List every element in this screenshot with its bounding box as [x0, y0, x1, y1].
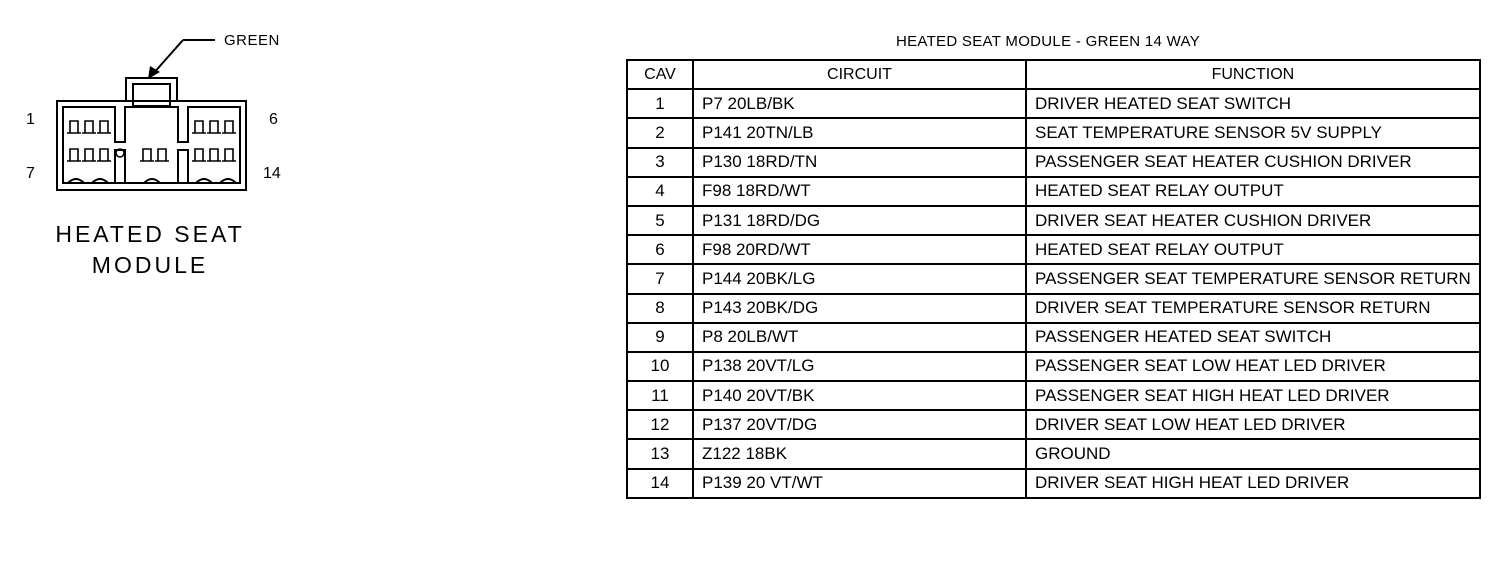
cell-function: PASSENGER SEAT LOW HEAT LED DRIVER: [1026, 352, 1480, 381]
cell-cav: 2: [627, 118, 693, 147]
pin-label-6: 6: [269, 111, 278, 128]
header-function: FUNCTION: [1026, 60, 1480, 89]
connector-name-line1: HEATED SEAT: [55, 221, 245, 247]
cell-circuit: P139 20 VT/WT: [693, 469, 1026, 498]
cell-circuit: P130 18RD/TN: [693, 148, 1026, 177]
cell-function: PASSENGER HEATED SEAT SWITCH: [1026, 323, 1480, 352]
cell-circuit: P131 18RD/DG: [693, 206, 1026, 235]
cell-function: DRIVER SEAT HEATER CUSHION DRIVER: [1026, 206, 1480, 235]
cell-function: PASSENGER SEAT HIGH HEAT LED DRIVER: [1026, 381, 1480, 410]
cell-circuit: P140 20VT/BK: [693, 381, 1026, 410]
cell-circuit: P141 20TN/LB: [693, 118, 1026, 147]
cell-function: DRIVER SEAT TEMPERATURE SENSOR RETURN: [1026, 294, 1480, 323]
cell-function: PASSENGER SEAT TEMPERATURE SENSOR RETURN: [1026, 264, 1480, 293]
connector-body: [57, 78, 246, 190]
cell-circuit: P8 20LB/WT: [693, 323, 1026, 352]
table-row: [627, 264, 1480, 293]
connector-name-line2: MODULE: [91, 252, 209, 278]
cell-circuit: F98 18RD/WT: [693, 177, 1026, 206]
table-row: [627, 381, 1480, 410]
cell-function: HEATED SEAT RELAY OUTPUT: [1026, 177, 1480, 206]
cell-cav: 4: [627, 177, 693, 206]
cell-cav: 13: [627, 439, 693, 468]
header-cav: CAV: [627, 60, 693, 89]
cell-function: PASSENGER SEAT HEATER CUSHION DRIVER: [1026, 148, 1480, 177]
cell-function: HEATED SEAT RELAY OUTPUT: [1026, 235, 1480, 264]
pin-label-1: 1: [26, 111, 35, 128]
header-circuit: CIRCUIT: [693, 60, 1026, 89]
cell-cav: 11: [627, 381, 693, 410]
connector-cavities: [67, 121, 236, 161]
table-row: [627, 235, 1480, 264]
connector-name: [30, 219, 270, 281]
table-row: [627, 177, 1480, 206]
cell-function: DRIVER SEAT LOW HEAT LED DRIVER: [1026, 410, 1480, 439]
table-row: [627, 148, 1480, 177]
cell-circuit: Z122 18BK: [693, 439, 1026, 468]
cell-function: SEAT TEMPERATURE SENSOR 5V SUPPLY: [1026, 118, 1480, 147]
cell-circuit: P138 20VT/LG: [693, 352, 1026, 381]
pin-label-14: 14: [263, 165, 281, 182]
color-callout-label: GREEN: [224, 32, 280, 49]
table-header-row: [627, 60, 1480, 89]
table-row: [627, 410, 1480, 439]
cell-cav: 1: [627, 89, 693, 118]
cell-circuit: P137 20VT/DG: [693, 410, 1026, 439]
table-body: [627, 89, 1480, 498]
cell-cav: 8: [627, 294, 693, 323]
cell-cav: 9: [627, 323, 693, 352]
table-row: [627, 294, 1480, 323]
table-row: [627, 118, 1480, 147]
pinout-table: [626, 59, 1481, 499]
table-row: [627, 439, 1480, 468]
table-title: HEATED SEAT MODULE - GREEN 14 WAY: [895, 33, 1201, 50]
cell-circuit: F98 20RD/WT: [693, 235, 1026, 264]
table-row: [627, 469, 1480, 498]
cell-cav: 3: [627, 148, 693, 177]
pin-label-7: 7: [26, 165, 35, 182]
cell-cav: 7: [627, 264, 693, 293]
cell-cav: 10: [627, 352, 693, 381]
cell-cav: 5: [627, 206, 693, 235]
cell-function: GROUND: [1026, 439, 1480, 468]
color-callout-arrow: [148, 40, 215, 79]
table-row: [627, 352, 1480, 381]
cell-function: DRIVER SEAT HIGH HEAT LED DRIVER: [1026, 469, 1480, 498]
cell-circuit: P143 20BK/DG: [693, 294, 1026, 323]
cell-circuit: P144 20BK/LG: [693, 264, 1026, 293]
cell-cav: 6: [627, 235, 693, 264]
table-row: [627, 206, 1480, 235]
cell-cav: 14: [627, 469, 693, 498]
table-row: [627, 323, 1480, 352]
cell-circuit: P7 20LB/BK: [693, 89, 1026, 118]
cell-function: DRIVER HEATED SEAT SWITCH: [1026, 89, 1480, 118]
cell-cav: 12: [627, 410, 693, 439]
table-row: [627, 89, 1480, 118]
